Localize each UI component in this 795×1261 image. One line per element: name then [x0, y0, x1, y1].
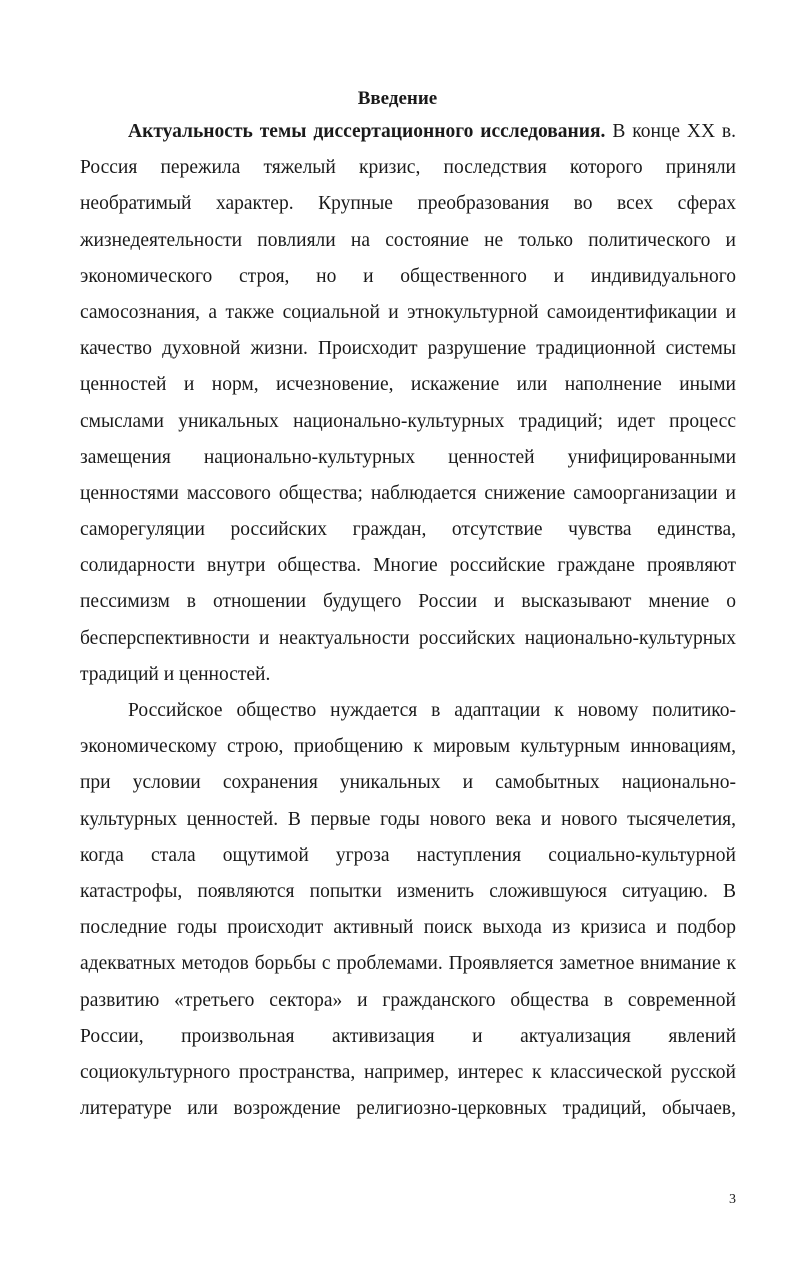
paragraph-line: культурных ценностей. В первые годы нового века и нового тысячелетия, [80, 808, 736, 830]
paragraph-line: необратимый характер. Крупные преобразования во всех сферах [80, 193, 736, 215]
paragraph-line: пессимизм в отношении будущего России и высказывают мнение о [80, 591, 736, 613]
paragraph-line: экономического строя, но и общественного и индивидуального [80, 265, 736, 287]
body-text [80, 114, 736, 1127]
paragraph-line: традиций и ценностей. [80, 663, 271, 685]
paragraph-line [80, 114, 736, 150]
section-title: Введение [357, 88, 438, 109]
paragraph-line: самосознания, а также социальной и этнокультурной самоидентификации и [80, 301, 736, 323]
paragraph-line: Россия пережила тяжелый кризис, последствия которого приняли [80, 157, 736, 179]
paragraph-relevance [80, 114, 736, 693]
paragraph-line: саморегуляции российских граждан, отсутствие чувства единства, [80, 519, 736, 541]
paragraph-line: жизнедеятельности повлияли на состояние не только политического и [80, 229, 736, 251]
lead-heading: Актуальность темы диссертационного исследования. [128, 121, 606, 142]
paragraph-line: адекватных методов борьбы с проблемами. Проявляется заметное внимание к [80, 953, 736, 975]
paragraph-line: солидарности внутри общества. Многие российские граждане проявляют [80, 555, 736, 577]
paragraph-line: ценностями массового общества; наблюдается снижение самоорганизации и [80, 482, 736, 504]
paragraph-line: развитию «третьего сектора» и гражданского общества в современной [80, 989, 736, 1011]
paragraph-line: замещения национально-культурных ценностей унифицированными [80, 446, 736, 468]
paragraph-line: России, произвольная активизация и актуализация явлений [80, 1025, 736, 1047]
paragraph-line: смыслами уникальных национально-культурных традиций; идет процесс [80, 410, 736, 432]
paragraph-line: социокультурного пространства, например, интерес к классической русской [80, 1061, 736, 1083]
paragraph-line: экономическому строю, приобщению к мировым культурным инновациям, [80, 736, 736, 758]
paragraph-line: когда стала ощутимой угроза наступления социально-культурной [80, 844, 736, 866]
paragraph-line: бесперспективности и неактуальности российских национально-культурных [80, 627, 736, 649]
paragraph-society [80, 693, 736, 1127]
paragraph-line: ценностей и норм, исчезновение, искажение или наполнение иными [80, 374, 736, 396]
paragraph-line: литературе или возрождение религиозно-церковных традиций, обычаев, [80, 1098, 736, 1120]
paragraph-line: Российское общество нуждается в адаптации к новому политико- [128, 700, 736, 721]
lead-line-rest: В конце XX в. [605, 121, 736, 142]
paragraph-line: катастрофы, появляются попытки изменить сложившуюся ситуацию. В [80, 880, 736, 902]
paragraph-line: качество духовной жизни. Происходит разрушение традиционной системы [80, 338, 736, 360]
page-number: 3 [729, 1192, 736, 1207]
paragraph-line: при условии сохранения уникальных и самобытных национально- [80, 772, 736, 794]
paragraph-line: последние годы происходит активный поиск выхода из кризиса и подбор [80, 917, 736, 939]
